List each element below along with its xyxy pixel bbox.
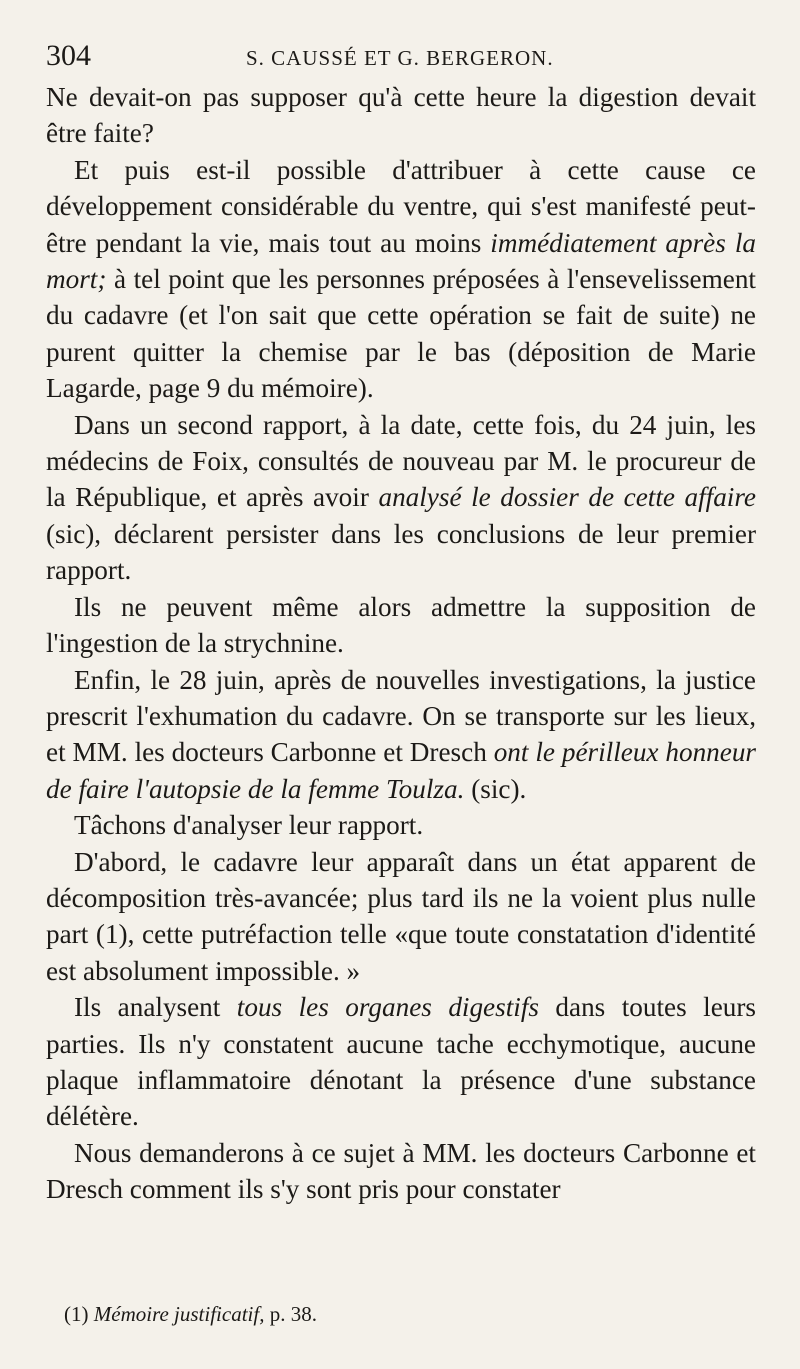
paragraph-7: D'abord, le cadavre leur apparaît dans un état apparent de décomposition très-avancée; plus tard ils ne la voient plus nulle part (1), cette putréfaction telle «que toute constatation d'identité est absolument impossible. »	[46, 846, 756, 986]
paragraph-3-text-c: (sic), déclarent persister dans les conclusions de leur premier rapport.	[46, 518, 756, 586]
paragraph-1: Ne devait-on pas supposer qu'à cette heure la digestion devait être faite?	[46, 82, 756, 149]
paragraph-6: Tâchons d'analyser leur rapport.	[74, 810, 424, 841]
paragraph-2-italic: immédiatement après la mort;	[46, 227, 756, 295]
paragraph-3-text-a: Dans un second rapport, à la date, cette fois, du 24 juin, les médecins de Foix, consultés de nouveau par M. le procureur de la République, et après avoir	[46, 409, 756, 513]
paragraph-2-text-c: à tel point que les personnes préposées à l'ensevelissement du cadavre (et l'on sait que cette opération se fait de suite) ne purent quitter la chemise par le bas (déposition de Marie Lagarde, page 9 du mémoire).	[46, 264, 756, 404]
paragraph-8-text-c: dans toutes leurs parties. Ils n'y constatent aucune tache ecchymotique, aucune plaque inflammatoire dénotant la présence d'une substance délétère.	[46, 992, 756, 1132]
paragraph-8-italic: tous les organes digestifs	[236, 992, 539, 1023]
paragraph-4: Ils ne peuvent même alors admettre la supposition de l'ingestion de la strychnine.	[46, 591, 756, 659]
footnote-ref: p. 38.	[264, 1302, 317, 1326]
paragraph-5	[46, 662, 756, 808]
paragraph-8	[46, 989, 756, 1135]
footnote-title: Mémoire justificatif,	[93, 1302, 265, 1326]
paragraph-2	[46, 152, 756, 407]
paragraph-5-text-c: (sic).	[464, 773, 527, 804]
paragraph-3-italic: analysé le dossier de cette affaire	[378, 482, 756, 513]
body-text	[46, 79, 756, 1208]
paragraph-9: Nous demanderons à ce sujet à MM. les docteurs Carbonne et Dresch comment ils s'y sont pris pour constater	[46, 1137, 756, 1205]
paragraph-8-text-a: Ils analysent	[74, 992, 237, 1023]
page-header	[46, 38, 756, 74]
footnote-marker: (1)	[64, 1302, 94, 1326]
footnote	[64, 1300, 317, 1328]
paragraph-2-text-a: Et puis est-il possible d'attribuer à cette cause ce développement considérable du ventre, qui s'est manifesté peut-être pendant la vie, mais tout au moins	[46, 154, 756, 258]
paragraph-3	[46, 407, 756, 589]
paragraph-5-italic: ont le périlleux honneur de faire l'autopsie de la femme Toulza.	[46, 737, 756, 804]
running-head: S. CAUSSÉ ET G. BERGERON.	[246, 46, 554, 70]
paragraph-5-text-a: Enfin, le 28 juin, après de nouvelles investigations, la justice prescrit l'exhumation du cadavre. On se transporte sur les lieux, et MM. les docteurs Carbonne et Dresch	[46, 664, 756, 768]
page-number: 304	[46, 39, 91, 72]
